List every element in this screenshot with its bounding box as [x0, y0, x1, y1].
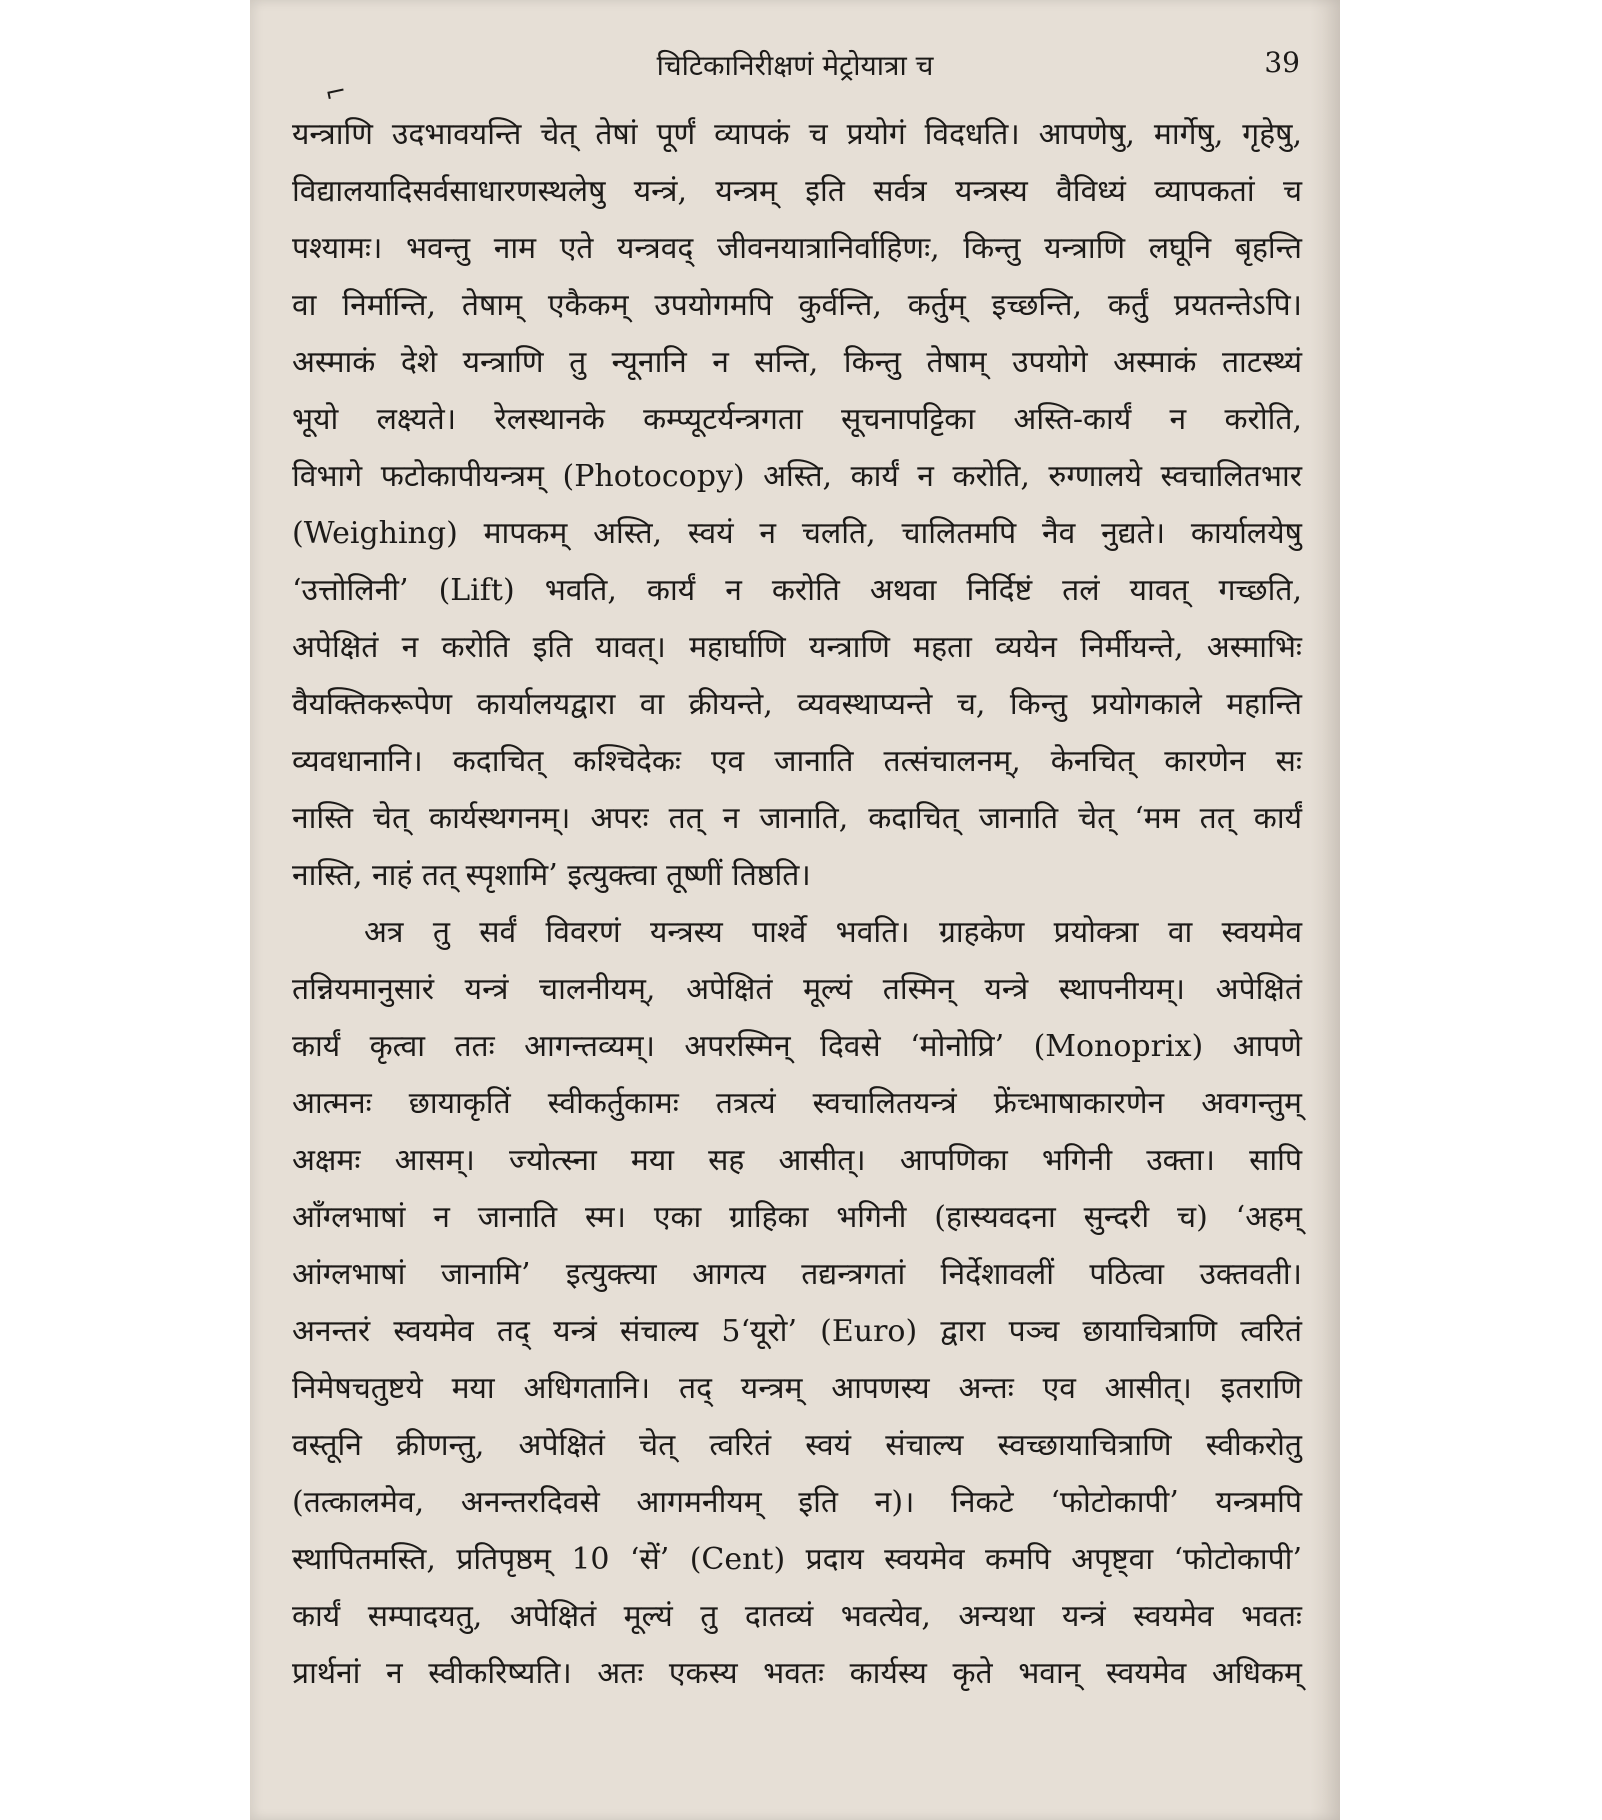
- page-number: 39: [1264, 46, 1300, 79]
- page-header: [250, 46, 1340, 86]
- text-line: आंग्लभाषां जानामि’ इत्युक्त्या आगत्य तद्यन्त्रगतां निर्देशावलीं पठित्वा उक्तवती।: [292, 1257, 1302, 1292]
- paragraph-end-line: नास्ति, नाहं तत् स्पृशामि’ इत्युक्त्वा तूष्णीं तिष्ठति।: [292, 858, 811, 893]
- text-line: अपेक्षितं न करोति इति यावत्। महार्घाणि यन्त्राणि महता व्ययेन निर्मीयन्ते, अस्माभिः: [292, 630, 1302, 665]
- running-title: चिटिकानिरीक्षणं मेट्रोयात्रा च: [656, 49, 934, 82]
- text-line: विभागे फटोकापीयन्त्रम् (Photocopy) अस्ति, कार्यं न करोति, रुग्णालये स्वचालितभार: [292, 459, 1302, 494]
- text-line: (तत्कालमेव, अनन्तरदिवसे आगमनीयम् इति न)। निकटे ‘फोटोकापी’ यन्त्रमपि: [292, 1485, 1302, 1520]
- text-line: वस्तूनि क्रीणन्तु, अपेक्षितं चेत् त्वरितं स्वयं संचाल्य स्वच्छायाचित्राणि स्वीकरोतु: [292, 1428, 1302, 1463]
- text-line: नास्ति चेत् कार्यस्थगनम्। अपरः तत् न जानाति, कदाचित् जानाति चेत् ‘मम तत् कार्यं: [292, 801, 1302, 836]
- paragraph-start-line: अत्र तु सर्वं विवरणं यन्त्रस्य पार्श्वे भवति। ग्राहकेण प्रयोक्त्रा वा स्वयमेव: [364, 915, 1302, 950]
- text-line: व्यवधानानि। कदाचित् कश्चिदेकः एव जानाति तत्संचालनम्, केनचित् कारणेन सः: [292, 744, 1302, 779]
- text-line: कार्यं कृत्वा ततः आगन्तव्यम्। अपरस्मिन् दिवसे ‘मोनोप्रि’ (Monoprix) आपणे: [292, 1029, 1302, 1064]
- text-line: निमेषचतुष्टये मया अधिगतानि। तद् यन्त्रम् आपणस्य अन्तः एव आसीत्। इतराणि: [292, 1371, 1302, 1406]
- text-line: आत्मनः छायाकृतिं स्वीकर्तुकामः तत्रत्यं स्वचालितयन्त्रं फ्रेंच्भाषाकारणेन अवगन्तुम्: [292, 1086, 1302, 1121]
- text-line: भूयो लक्ष्यते। रेलस्थानके कम्प्यूटर्यन्त्रगता सूचनापट्टिका अस्ति-कार्यं न करोति,: [292, 402, 1302, 437]
- text-line: अस्माकं देशे यन्त्राणि तु न्यूनानि न सन्ति, किन्तु तेषाम् उपयोगे अस्माकं ताटस्थ्यं: [292, 345, 1302, 380]
- text-line: प्रार्थनां न स्वीकरिष्यति। अतः एकस्य भवतः कार्यस्य कृते भवान् स्वयमेव अधिकम्: [292, 1656, 1302, 1691]
- text-line: (Weighing) मापकम् अस्ति, स्वयं न चलति, चालितमपि नैव नुद्यते। कार्यालयेषु: [292, 516, 1302, 551]
- text-line: वैयक्तिकरूपेण कार्यालयद्वारा वा क्रीयन्ते, व्यवस्थाप्यन्ते च, किन्तु प्रयोगकाले महान्ति: [292, 687, 1302, 722]
- text-line: तन्नियमानुसारं यन्त्रं चालनीयम्, अपेक्षितं मूल्यं तस्मिन् यन्त्रे स्थापनीयम्। अपेक्षितं: [292, 972, 1302, 1007]
- text-line: यन्त्राणि उदभावयन्ति चेत् तेषां पूर्णं व्यापकं च प्रयोगं विदधति। आपणेषु, मार्गेषु, गृहेषु,: [292, 117, 1302, 152]
- text-line: आँग्लभाषां न जानाति स्म। एका ग्राहिका भगिनी (हास्यवदना सुन्दरी च) ‘अहम्: [292, 1200, 1302, 1235]
- text-line: ‘उत्तोलिनी’ (Lift) भवति, कार्यं न करोति अथवा निर्दिष्टं तलं यावत् गच्छति,: [292, 573, 1302, 608]
- text-line: अक्षमः आसम्। ज्योत्स्ना मया सह आसीत्। आपणिका भगिनी उक्ता। सापि: [292, 1143, 1302, 1178]
- text-line: अनन्तरं स्वयमेव तद् यन्त्रं संचाल्य 5‘यूरो’ (Euro) द्वारा पञ्च छायाचित्राणि त्वरितं: [292, 1314, 1302, 1349]
- text-line: कार्यं सम्पादयतु, अपेक्षितं मूल्यं तु दातव्यं भवत्येव, अन्यथा यन्त्रं स्वयमेव भवतः: [292, 1599, 1302, 1634]
- body-text: [292, 106, 1302, 1702]
- page-edge-shadow: [1310, 0, 1340, 1820]
- text-line: वा निर्मान्ति, तेषाम् एकैकम् उपयोगमपि कुर्वन्ति, कर्तुम् इच्छन्ति, कर्तुं प्रयतन्तेऽपि।: [292, 288, 1302, 323]
- text-line: पश्यामः। भवन्तु नाम एते यन्त्रवद् जीवनयात्रानिर्वाहिणः, किन्तु यन्त्राणि लघूनि बृहन्ति: [292, 231, 1302, 266]
- text-line: स्थापितमस्ति, प्रतिपृष्ठम् 10 ‘सें’ (Cent) प्रदाय स्वयमेव कमपि अपृष्ट्वा ‘फोटोकापी’: [292, 1542, 1302, 1577]
- text-line: विद्यालयादिसर्वसाधारणस्थलेषु यन्त्रं, यन्त्रम् इति सर्वत्र यन्त्रस्य वैविध्यं व्यापकतां च: [292, 174, 1302, 209]
- pen-mark: ⌐: [322, 76, 350, 110]
